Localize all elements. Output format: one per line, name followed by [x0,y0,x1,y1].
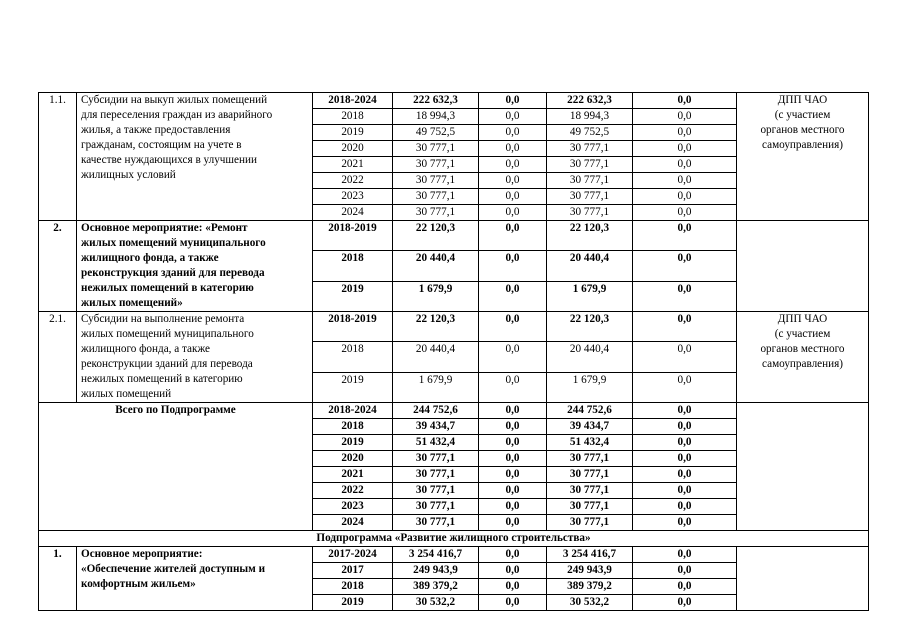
year-cell: 2023 [313,189,393,205]
text-line: Основное мероприятие: [81,548,203,560]
regional-cell: 1 679,9 [547,372,633,402]
year-cell: 2022 [313,173,393,189]
other-cell: 0,0 [633,157,737,173]
federal-cell: 0,0 [479,595,547,611]
federal-cell: 0,0 [479,547,547,563]
federal-cell: 0,0 [479,563,547,579]
other-cell: 0,0 [633,221,737,251]
year-cell: 2018-2019 [313,221,393,251]
federal-cell: 0,0 [479,483,547,499]
funding-table [38,92,869,611]
year-cell: 2020 [313,141,393,157]
other-cell: 0,0 [633,419,737,435]
item-description [77,547,313,611]
federal-cell: 0,0 [479,205,547,221]
total-cell: 30 777,1 [393,467,479,483]
text-line: нежилых помещений в категорию [81,373,243,385]
item-description [77,93,313,221]
federal-cell: 0,0 [479,281,547,311]
table-row [39,221,869,251]
item-number: 2.1. [39,312,77,403]
text-line: реконструкция зданий для перевода [81,267,265,279]
federal-cell: 0,0 [479,221,547,251]
text-line: жилищного фонда, а также [81,343,211,355]
other-cell: 0,0 [633,467,737,483]
regional-cell: 30 777,1 [547,205,633,221]
federal-cell: 0,0 [479,451,547,467]
federal-cell: 0,0 [479,372,547,402]
year-cell: 2019 [313,281,393,311]
federal-cell: 0,0 [479,403,547,419]
text-line: комфортным жильем» [81,578,196,590]
regional-cell: 30 777,1 [547,467,633,483]
text-line: для переселения граждан из аварийного [81,109,273,121]
total-cell: 244 752,6 [393,403,479,419]
other-cell: 0,0 [633,251,737,281]
text-line: (с участием [774,328,831,340]
other-cell: 0,0 [633,109,737,125]
total-cell: 30 777,1 [393,173,479,189]
table-row [39,312,869,342]
other-cell: 0,0 [633,579,737,595]
executor-cell [737,312,869,403]
federal-cell: 0,0 [479,189,547,205]
year-cell: 2018-2024 [313,93,393,109]
year-cell: 2019 [313,372,393,402]
text-line: (с участием [774,109,831,121]
text-line: самоуправления) [762,358,843,370]
regional-cell: 22 120,3 [547,221,633,251]
other-cell: 0,0 [633,281,737,311]
total-cell: 249 943,9 [393,563,479,579]
year-cell: 2018-2019 [313,312,393,342]
other-cell: 0,0 [633,205,737,221]
year-cell: 2018 [313,109,393,125]
text-line: жилых помещений муниципального [81,237,266,249]
regional-cell: 30 777,1 [547,141,633,157]
text-line: жилищного фонда, а также [81,252,219,264]
total-cell: 30 777,1 [393,205,479,221]
year-cell: 2018 [313,579,393,595]
regional-cell: 1 679,9 [547,281,633,311]
text-line: «Обеспечение жителей доступным и [81,563,266,575]
year-cell: 2018-2024 [313,403,393,419]
other-cell: 0,0 [633,547,737,563]
year-cell: 2021 [313,157,393,173]
text-line: реконструкции зданий для перевода [81,358,253,370]
text-line: жилищных условий [81,169,176,181]
other-cell: 0,0 [633,93,737,109]
year-cell: 2023 [313,499,393,515]
total-cell: 30 777,1 [393,451,479,467]
regional-cell: 20 440,4 [547,342,633,372]
other-cell: 0,0 [633,499,737,515]
executor-cell [737,403,869,531]
regional-cell: 49 752,5 [547,125,633,141]
federal-cell: 0,0 [479,579,547,595]
text-line: жилых помещений [81,388,172,400]
total-cell: 1 679,9 [393,372,479,402]
year-cell: 2024 [313,205,393,221]
other-cell: 0,0 [633,372,737,402]
item-number: 1.1. [39,93,77,221]
regional-cell: 3 254 416,7 [547,547,633,563]
federal-cell: 0,0 [479,109,547,125]
text-line: Субсидии на выполнение ремонта [81,313,245,325]
executor-cell [737,547,869,611]
total-cell: 49 752,5 [393,125,479,141]
year-cell: 2017 [313,563,393,579]
other-cell: 0,0 [633,483,737,499]
text-line: жилья, а также предоставления [81,124,231,136]
text-line: Основное мероприятие: «Ремонт [81,222,248,234]
year-cell: 2022 [313,483,393,499]
text-line: жилых помещений муниципального [81,328,254,340]
total-cell: 39 434,7 [393,419,479,435]
regional-cell: 30 777,1 [547,189,633,205]
federal-cell: 0,0 [479,312,547,342]
year-cell: 2018 [313,342,393,372]
total-cell: 30 777,1 [393,499,479,515]
table-row [39,93,869,109]
year-cell: 2024 [313,515,393,531]
text-line: жилых помещений» [81,297,183,309]
regional-cell: 51 432,4 [547,435,633,451]
item-description [77,312,313,403]
total-cell: 30 777,1 [393,141,479,157]
item-number: 2. [39,221,77,312]
other-cell: 0,0 [633,403,737,419]
regional-cell: 30 777,1 [547,499,633,515]
total-cell: 3 254 416,7 [393,547,479,563]
executor-cell [737,221,869,312]
total-cell: 389 379,2 [393,579,479,595]
other-cell: 0,0 [633,125,737,141]
total-cell: 18 994,3 [393,109,479,125]
year-cell: 2020 [313,451,393,467]
regional-cell: 20 440,4 [547,251,633,281]
subprogram-header-row [39,531,869,547]
other-cell: 0,0 [633,312,737,342]
regional-cell: 249 943,9 [547,563,633,579]
text-line: ДПП ЧАО [777,94,828,106]
regional-cell: 30 777,1 [547,173,633,189]
regional-cell: 39 434,7 [547,419,633,435]
other-cell: 0,0 [633,563,737,579]
other-cell: 0,0 [633,451,737,467]
other-cell: 0,0 [633,595,737,611]
regional-cell: 30 532,2 [547,595,633,611]
federal-cell: 0,0 [479,251,547,281]
federal-cell: 0,0 [479,93,547,109]
text-line: самоуправления) [762,139,843,151]
item-description [77,221,313,312]
regional-cell: 30 777,1 [547,483,633,499]
year-cell: 2018 [313,419,393,435]
total-cell: 22 120,3 [393,312,479,342]
regional-cell: 30 777,1 [547,157,633,173]
federal-cell: 0,0 [479,499,547,515]
total-cell: 30 777,1 [393,483,479,499]
other-cell: 0,0 [633,515,737,531]
text-line: Субсидии на выкуп жилых помещений [81,94,268,106]
total-cell: 222 632,3 [393,93,479,109]
year-cell: 2019 [313,125,393,141]
text-line: нежилых помещений в категорию [81,282,254,294]
other-cell: 0,0 [633,141,737,157]
federal-cell: 0,0 [479,125,547,141]
total-cell: 51 432,4 [393,435,479,451]
federal-cell: 0,0 [479,419,547,435]
year-cell: 2017-2024 [313,547,393,563]
regional-cell: 22 120,3 [547,312,633,342]
other-cell: 0,0 [633,189,737,205]
text-line: ДПП ЧАО [777,313,828,325]
item-number: 1. [39,547,77,611]
text-line: органов местного [760,124,845,136]
total-cell: 30 532,2 [393,595,479,611]
total-cell: 22 120,3 [393,221,479,251]
text-line: качестве нуждающихся в улучшении [81,154,257,166]
other-cell: 0,0 [633,342,737,372]
table-row [39,547,869,563]
other-cell: 0,0 [633,173,737,189]
year-cell: 2018 [313,251,393,281]
regional-cell: 389 379,2 [547,579,633,595]
total-cell: 20 440,4 [393,342,479,372]
total-cell: 30 777,1 [393,157,479,173]
executor-cell [737,93,869,221]
regional-cell: 18 994,3 [547,109,633,125]
table-row [39,403,869,419]
regional-cell: 30 777,1 [547,451,633,467]
total-cell: 30 777,1 [393,515,479,531]
total-cell: 30 777,1 [393,189,479,205]
federal-cell: 0,0 [479,435,547,451]
funding-table-body [39,93,869,611]
year-cell: 2019 [313,435,393,451]
other-cell: 0,0 [633,435,737,451]
regional-cell: 30 777,1 [547,515,633,531]
federal-cell: 0,0 [479,342,547,372]
section-label: Всего по Подпрограмме [39,403,313,531]
federal-cell: 0,0 [479,467,547,483]
total-cell: 1 679,9 [393,281,479,311]
subprogram-title: Подпрограмма «Развитие жилищного строительства» [39,531,869,547]
text-line: органов местного [760,343,845,355]
year-cell: 2019 [313,595,393,611]
year-cell: 2021 [313,467,393,483]
federal-cell: 0,0 [479,157,547,173]
federal-cell: 0,0 [479,141,547,157]
federal-cell: 0,0 [479,515,547,531]
regional-cell: 244 752,6 [547,403,633,419]
text-line: гражданам, состоящим на учете в [81,139,242,151]
regional-cell: 222 632,3 [547,93,633,109]
total-cell: 20 440,4 [393,251,479,281]
federal-cell: 0,0 [479,173,547,189]
